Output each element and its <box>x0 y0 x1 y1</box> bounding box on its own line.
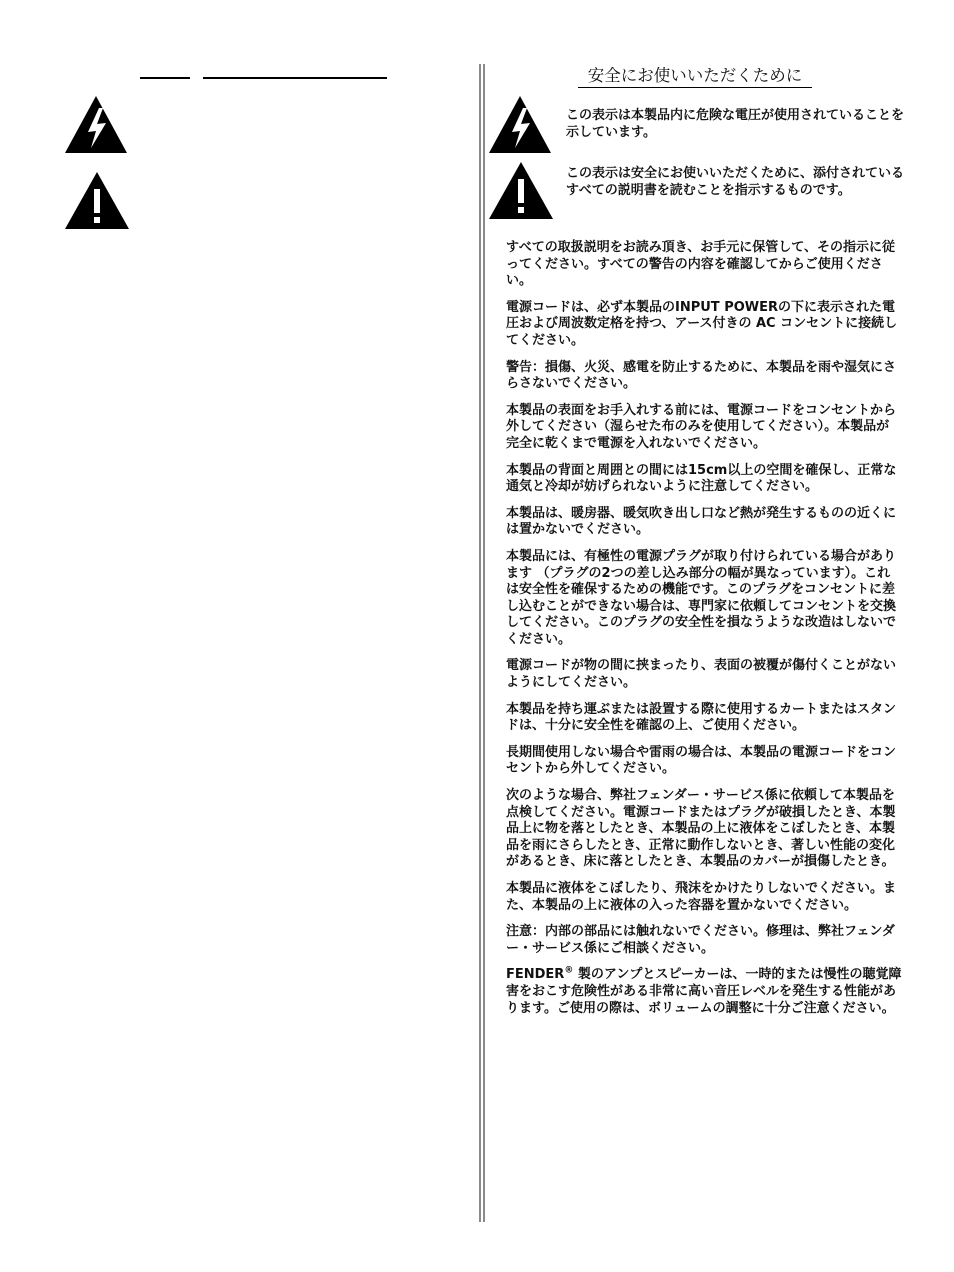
instruction-paragraph: 注意：内部の部品には触れないでください。修理は、弊社フェンダー・サービス係にご相談ください。 <box>506 924 895 956</box>
fender-warning-text: 製のアンプとスピーカーは、一時的または慢性の聴覚障害をおこす危険性がある非常に高い音圧レベルを発生する性能があります。ご使用の際は、ボリュームの調整に十分ご注意ください。 <box>506 967 902 1016</box>
instruction-paragraph: 本製品は、暖房器、暖気吹き出し口など熱が発生するものの近くには置かないでください。 <box>506 505 897 538</box>
instruction-paragraph: 本製品の表面をお手入れする前には、電源コードをコンセントから外してください（湿らせた布のみを使用してください）。本製品が完全に乾くまで電源を入れないでください。 <box>506 402 897 451</box>
fender-warning-paragraph <box>506 967 902 1017</box>
registered-mark: ® <box>564 966 574 977</box>
lightning-warning-icon <box>64 94 128 154</box>
instruction-paragraph: 警告：損傷、火災、感電を防止するために、本製品を雨や湿気にさらさないでください。 <box>506 359 897 392</box>
instruction-paragraph: 電源コードが物の間に挟まったり、表面の被覆が傷付くことがないようにしてください。 <box>506 658 897 691</box>
instruction-paragraph: 長期間使用しない場合や雷雨の場合は、本製品の電源コードをコンセントから外してください。 <box>506 744 897 777</box>
left-heading-rule-long <box>203 77 387 79</box>
instruction-paragraph: 電源コードは、必ず本製品のINPUT POWERの下に表示された電圧および周波数定格を持つ、アース付きの AC コンセントに接続してください。 <box>506 299 898 348</box>
page-title: 安全にお使いいただくために <box>578 66 812 88</box>
instruction-paragraph: 本製品に液体をこぼしたり、飛沫をかけたりしないでください。また、本製品の上に液体の入った容器を置かないでください。 <box>506 881 897 913</box>
instruction-paragraph: 本製品には、有極性の電源プラグが取り付けられている場合があります （プラグの2つの差し込み部分の幅が異なっています）。これは安全性を確保するための機能です。このプラグをコンセントに差し込むことができない場合は、専門家に依頼してコンセントを交換してください。このプラグの安全性を損なうような改造はしないでください。 <box>506 548 897 647</box>
safety-instructions <box>506 240 902 1027</box>
instruction-paragraph: 本製品を持ち運ぶまたは設置する際に使用するカートまたはスタンドは、十分に安全性を確認の上、ご使用ください。 <box>506 701 897 734</box>
column-divider-second-line <box>483 64 485 1222</box>
instruction-paragraph: 次のような場合、弊社フェンダー・サービス係に依頼して本製品を点検してください。電源コードまたはプラグが破損したとき、本製品上に物を落としたとき、本製品の上に液体をこぼしたとき、本製品を雨にさらしたとき、正常に動作しないとき、著しい性能の変化があるとき、床に落としたとき、本製品のカバーが損傷したとき。 <box>506 788 896 870</box>
exclamation-notice-text: この表示は安全にお使いいただくために、添付されているすべての説明書を読むことを指示するものです。 <box>566 166 905 198</box>
left-heading-rule-short <box>140 77 190 79</box>
instruction-paragraph: すべての取扱説明をお読み頂き、お手元に保管して、その指示に従ってください。すべての警告の内容を確認してからご使用ください。 <box>506 240 895 289</box>
lightning-warning-icon <box>488 94 552 154</box>
fender-brand: FENDER <box>506 967 565 983</box>
lightning-notice-text: この表示は本製品内に危険な電圧が使用されていることを示しています。 <box>566 108 905 140</box>
exclamation-warning-icon <box>488 160 554 220</box>
exclamation-warning-icon <box>64 170 130 230</box>
instruction-paragraph: 本製品の背面と周囲との間には15cm以上の空間を確保し、正常な通気と冷却が妨げられないように注意してください。 <box>506 462 897 495</box>
column-divider <box>479 64 481 1222</box>
